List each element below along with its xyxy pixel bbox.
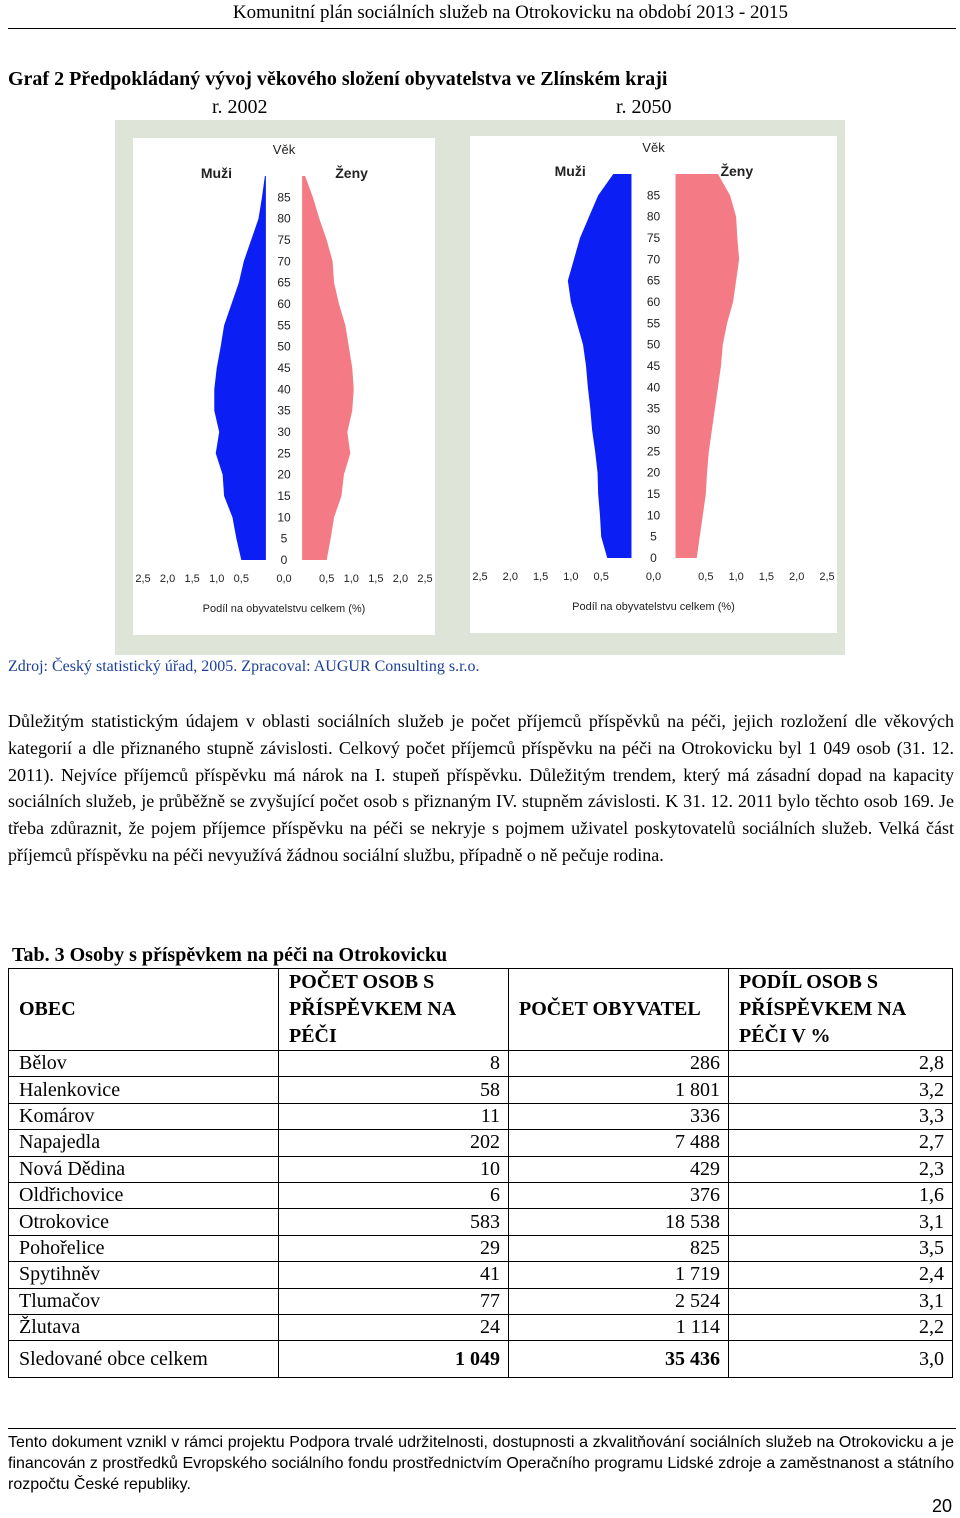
age-tick-label: 15 [646,487,661,501]
age-tick-label: 45 [646,359,661,373]
cell-pocet-obyvatel: 429 [509,1156,729,1182]
x-tick-label: 2,0 [392,573,409,585]
cell-pocet-osob: 8 [279,1051,509,1077]
header-divider [8,28,956,29]
x-axis-label: Podíl na obyvatelstvu celkem (%) [202,603,366,615]
age-tick-label: 15 [277,489,291,503]
cell-pocet-obyvatel: 35 436 [509,1341,729,1378]
table-total-row [9,1341,953,1378]
age-tick-label: 75 [646,231,661,245]
female-label: Ženy [335,165,368,181]
table-row [9,1235,953,1261]
x-tick-label: 2,5 [135,573,151,585]
cell-pocet-obyvatel: 1 719 [509,1262,729,1288]
graph-title: Graf 2 Předpokládaný vývoj věkového složení obyvatelstva ve Zlínském kraji [8,68,668,90]
age-tick-label: 35 [646,401,661,416]
body-paragraph: Důležitým statistickým údajem v oblasti sociálních služeb je počet příjemců příspěvků na péči, jejich rozložení dle věkových kategorií a dle přiznaného stupně závislosti. Celkový počet příjemců příspěvku na péči na Otrokovicku byl 1 049 osob (31. 12. 2011). Nejvíce příjemců příspěvku má nárok na I. stupeň příspěvku. Důležitým trendem, který má zásadní dopad na kapacity sociálních služeb, je průběžně se zvyšující počet osob s přiznaným IV. stupněm závislosti. K 31. 12. 2011 bylo těchto osob 169. Je třeba zdůraznit, že pojem příjemce příspěvku na péči se nekryje s pojmem uživatel poskytovatelů sociálních služeb. Velká část příjemců příspěvku na péči nevyužívá žádnou sociální službu, případně o ně pečuje rodina. [8,711,954,865]
table-body [9,1051,953,1378]
cell-obec: Oldřichovice [9,1182,279,1208]
x-tick-label: 2,5 [472,571,488,583]
page-header [0,2,960,24]
source-note: Zdroj: Český statistický úřad, 2005. Zpracoval: AUGUR Consulting s.r.o. [8,658,480,675]
table-row [9,1262,953,1288]
cell-obec: Komárov [9,1103,279,1129]
cell-podil: 2,4 [729,1262,953,1288]
table-row [9,1103,953,1129]
age-tick-label: 40 [646,380,661,395]
cell-obec: Sledované obce celkem [9,1341,279,1378]
cell-pocet-osob: 6 [279,1182,509,1208]
age-tick-label: 70 [646,252,661,267]
age-tick-label: 5 [280,531,288,546]
year-label-right: r. 2050 [616,96,672,118]
page-number: 20 [931,1496,952,1516]
cell-pocet-osob: 1 049 [279,1341,509,1378]
header-text: Komunitní plán sociálních služeb na Otrokovicku na období 2013 - 2015 [232,2,788,23]
cell-pocet-obyvatel: 336 [509,1103,729,1129]
cell-podil: 3,5 [729,1235,953,1261]
header-obec: OBEC [9,969,279,1051]
header-podil: PODÍL OSOB S PŘÍSPĚVKEM NA PÉČI V % [729,969,953,1051]
age-tick-label: 40 [277,382,291,397]
age-tick-label: 85 [646,188,661,203]
cell-pocet-osob: 58 [279,1077,509,1103]
table-row [9,1156,953,1182]
cell-podil: 2,2 [729,1314,953,1340]
cell-podil: 3,1 [729,1288,953,1314]
age-tick-label: 35 [277,403,291,418]
cell-obec: Tlumačov [9,1288,279,1314]
age-tick-label: 25 [277,446,291,461]
population-pyramids [115,120,845,655]
x-tick-label: 1,0 [728,571,744,583]
cell-pocet-osob: 29 [279,1235,509,1261]
age-tick-label: 30 [277,425,291,439]
x-tick-label: 1,0 [563,571,579,583]
cell-pocet-obyvatel: 1 114 [509,1314,729,1340]
cell-pocet-osob: 10 [279,1156,509,1182]
x-tick-label: 1,5 [758,571,775,583]
age-tick-label: 30 [646,423,661,437]
table-row [9,1209,953,1235]
x-tick-label: 0,5 [233,573,249,585]
table-row [9,1182,953,1208]
x-tick-label: 0,5 [593,571,609,583]
x-tick-label: 2,0 [159,573,176,585]
cell-podil: 3,2 [729,1077,953,1103]
cell-obec: Bělov [9,1051,279,1077]
header-pocet-osob: POČET OSOB S PŘÍSPĚVKEM NA PÉČI [279,969,509,1051]
age-tick-label: 0 [650,551,657,565]
cell-obec: Halenkovice [9,1077,279,1103]
cell-pocet-obyvatel: 7 488 [509,1130,729,1156]
age-tick-label: 5 [650,529,657,544]
cell-pocet-osob: 11 [279,1103,509,1129]
x-tick-label: 0,5 [319,573,335,585]
age-tick-label: 20 [277,467,291,482]
cell-podil: 1,6 [729,1182,953,1208]
pyramid-1 [470,136,837,633]
care-allowance-table [8,968,953,1378]
x-tick-label: 1,0 [209,573,225,585]
x-tick-label: 2,5 [819,571,835,583]
table-row [9,1288,953,1314]
age-tick-label: 70 [277,254,291,269]
female-label: Ženy [720,163,754,179]
cell-pocet-obyvatel: 286 [509,1051,729,1077]
x-tick-label: 0,0 [645,571,662,583]
cell-podil: 2,3 [729,1156,953,1182]
cell-pocet-osob: 77 [279,1288,509,1314]
x-tick-label: 1,5 [532,571,549,583]
age-axis-label: Věk [272,142,296,157]
cell-obec: Pohořelice [9,1235,279,1261]
age-tick-label: 0 [280,553,288,567]
x-tick-label: 1,0 [343,573,359,585]
age-tick-label: 50 [277,339,291,354]
cell-pocet-osob: 583 [279,1209,509,1235]
age-tick-label: 60 [277,297,291,311]
age-tick-label: 80 [646,209,661,224]
age-tick-label: 20 [646,465,661,480]
age-tick-label: 75 [277,233,291,247]
x-tick-label: 2,5 [417,573,433,585]
male-label: Muži [200,165,232,181]
cell-podil: 2,7 [729,1130,953,1156]
pyramid-0 [133,138,435,635]
cell-obec: Spytihněv [9,1262,279,1288]
age-tick-label: 65 [277,275,291,290]
cell-obec: Nová Dědina [9,1156,279,1182]
age-tick-label: 10 [646,508,661,523]
table-row [9,1130,953,1156]
table-row [9,1051,953,1077]
age-tick-label: 60 [646,295,661,309]
x-tick-label: 1,5 [184,573,200,585]
cell-pocet-obyvatel: 825 [509,1235,729,1261]
cell-podil: 3,1 [729,1209,953,1235]
cell-obec: Napajedla [9,1130,279,1156]
table-row [9,1077,953,1103]
cell-obec: Otrokovice [9,1209,279,1235]
x-tick-label: 0,0 [276,573,292,585]
year-label-left: r. 2002 [212,96,268,118]
table-title: Tab. 3 Osoby s příspěvkem na péči na Otrokovicku [12,944,448,966]
x-tick-label: 0,5 [698,571,714,583]
male-label: Muži [554,163,586,179]
age-tick-label: 55 [277,318,291,333]
footer-note: Tento dokument vznikl v rámci projektu Podpora trvalé udržitelnosti, dostupnosti a zkvalitňování sociálních služeb na Otrokovicku a je financován z prostředků Evropského sociálního fondu prostřednictvím Operačního programu Lidské zdroje a zaměstnanost a státního rozpočtu České republiky. [8,1434,954,1493]
cell-podil: 2,8 [729,1051,953,1077]
cell-pocet-obyvatel: 2 524 [509,1288,729,1314]
age-tick-label: 10 [277,510,291,525]
age-tick-label: 55 [646,316,661,331]
cell-podil: 3,3 [729,1103,953,1129]
cell-pocet-obyvatel: 1 801 [509,1077,729,1103]
age-tick-label: 45 [277,361,291,375]
cell-pocet-osob: 202 [279,1130,509,1156]
x-axis-label: Podíl na obyvatelstvu celkem (%) [572,601,735,613]
cell-pocet-obyvatel: 18 538 [509,1209,729,1235]
age-tick-label: 25 [646,444,661,459]
x-tick-label: 2,0 [789,571,805,583]
age-tick-label: 65 [646,273,661,288]
x-tick-label: 2,0 [502,571,518,583]
x-tick-label: 1,5 [368,573,384,585]
cell-pocet-osob: 41 [279,1262,509,1288]
footer-divider [8,1428,956,1429]
cell-podil: 3,0 [729,1341,953,1378]
cell-obec: Žlutava [9,1314,279,1340]
age-tick-label: 80 [277,211,291,226]
age-tick-label: 50 [646,337,661,352]
age-axis-label: Věk [642,140,665,155]
header-pocet-obyvatel: POČET OBYVATEL [509,969,729,1051]
age-tick-label: 85 [277,190,291,205]
table-row [9,1314,953,1340]
cell-pocet-obyvatel: 376 [509,1182,729,1208]
cell-pocet-osob: 24 [279,1314,509,1340]
